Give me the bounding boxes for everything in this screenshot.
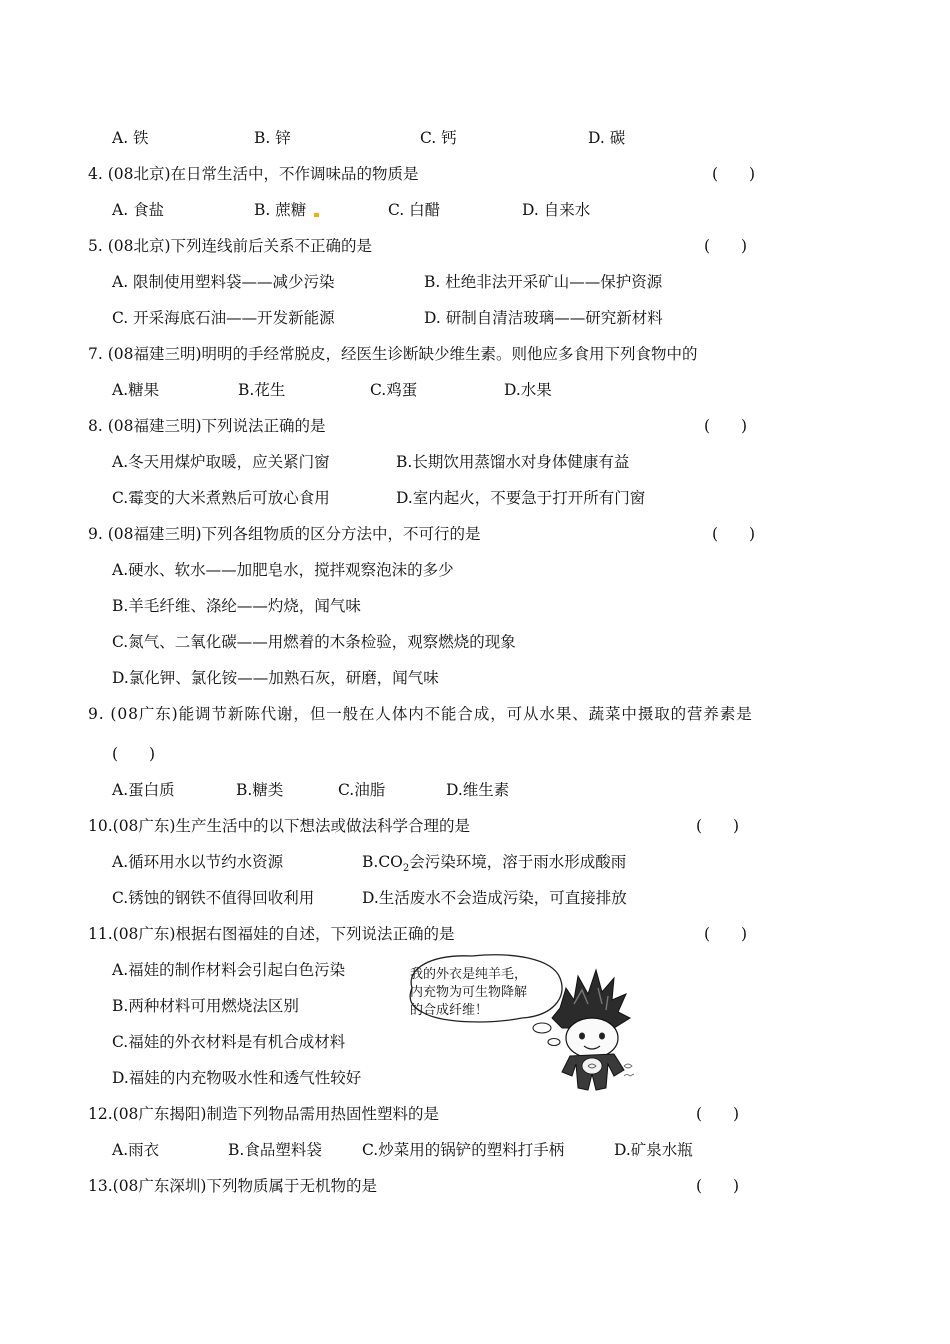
q9a-option-a: A.硬水、软水——加肥皂水，搅拌观察泡沫的多少: [112, 561, 454, 579]
q5-option-d: D. 研制自清洁玻璃——研究新材料: [424, 309, 663, 327]
q11-option-b: B.两种材料可用燃烧法区别: [112, 997, 299, 1015]
q10-option-a: A.循环用水以节约水资源: [112, 853, 284, 871]
q3-option-a: A. 铁: [112, 129, 149, 147]
q9b-option-d: D.维生素: [446, 781, 510, 799]
q12-stem: 12.(08广东揭阳)制造下列物品需用热固性塑料的是: [88, 1105, 439, 1123]
q4-option-d: D. 自来水: [522, 201, 591, 219]
q11-answer-paren: ( ): [704, 925, 748, 943]
q7-option-b: B.花生: [238, 381, 286, 399]
q3-option-c: C. 钙: [420, 129, 457, 147]
q8-option-b: B.长期饮用蒸馏水对身体健康有益: [396, 453, 630, 471]
q9b-stem: 9. (08广东)能调节新陈代谢，但一般在人体内不能合成，可从水果、蔬菜中摄取的营养素是: [88, 705, 753, 723]
q4-option-c: C. 白醋: [388, 201, 441, 219]
q4-stem: 4. (08北京)在日常生活中，不作调味品的物质是: [88, 165, 419, 183]
speech-bubble-line-3: 的合成纤维！: [410, 1003, 489, 1018]
q12-answer-paren: ( ): [696, 1105, 740, 1123]
q11-option-c: C.福娃的外衣材料是有机合成材料: [112, 1033, 346, 1051]
q9a-stem: 9. (08福建三明)下列各组物质的区分方法中，不可行的是: [88, 525, 481, 543]
q12-option-b: B.食品塑料袋: [228, 1141, 322, 1159]
q5-option-c: C. 开采海底石油——开发新能源: [112, 309, 335, 327]
q8-option-c: C.霉变的大米煮熟后可放心食用: [112, 489, 330, 507]
q11-option-a: A.福娃的制作材料会引起白色污染: [112, 961, 346, 979]
q10-option-d: D.生活废水不会造成污染，可直接排放: [362, 889, 627, 907]
q10-option-b: $B.CO_2$会污染环境，溶于雨水形成酸雨: [362, 853, 627, 875]
q7-option-c: C.鸡蛋: [370, 381, 418, 399]
q7-stem: 7. (08福建三明)明明的手经常脱皮，经医生诊断缺少维生素。则他应多食用下列食物中的: [88, 345, 698, 363]
q10-option-c: C.锈蚀的钢铁不值得回收利用: [112, 889, 315, 907]
q9b-option-a: A.蛋白质: [112, 781, 175, 799]
q10-stem: 10.(08广东)生产生活中的以下想法或做法科学合理的是: [88, 817, 470, 835]
q5-answer-paren: ( ): [704, 237, 748, 255]
q11-option-d: D.福娃的内充物吸水性和透气性较好: [112, 1069, 362, 1087]
q12-option-a: A.雨衣: [112, 1141, 160, 1159]
q3-option-d: D. 碳: [588, 129, 626, 147]
q8-stem: 8. (08福建三明)下列说法正确的是: [88, 417, 326, 435]
q11-stem: 11.(08广东)根据右图福娃的自述，下列说法正确的是: [88, 925, 455, 943]
q5-option-a: A. 限制使用塑料袋——减少污染: [112, 273, 335, 291]
q9a-option-b: B.羊毛纤维、涤纶——灼烧，闻气味: [112, 597, 361, 615]
q12-option-c: C.炒菜用的锅铲的塑料打手柄: [362, 1141, 565, 1159]
q8-option-d: D.室内起火，不要急于打开所有门窗: [396, 489, 646, 507]
q4-option-b: B. 蔗糖: [254, 200, 319, 220]
q8-answer-paren: ( ): [704, 417, 748, 435]
q10-answer-paren: ( ): [696, 817, 740, 835]
q9a-option-d: D.氯化钾、氯化铵——加熟石灰，研磨，闻气味: [112, 669, 439, 687]
stray-mark: [314, 213, 319, 217]
q8-option-a: A.冬天用煤炉取暖，应关紧门窗: [112, 453, 330, 471]
q9a-option-c: C.氮气、二氧化碳——用燃着的木条检验，观察燃烧的现象: [112, 633, 516, 651]
q5-stem: 5. (08北京)下列连线前后关系不正确的是: [88, 237, 373, 255]
q9b-option-b: B.糖类: [236, 781, 284, 799]
q12-option-d: D.矿泉水瓶: [614, 1141, 693, 1159]
q7-option-d: D.水果: [504, 381, 552, 399]
speech-bubble-line-1: 我的外衣是纯羊毛，: [410, 967, 528, 982]
q13-stem: 13.(08广东深圳)下列物质属于无机物的是: [88, 1177, 377, 1195]
speech-bubble-line-2: 内充物为可生物降解: [410, 985, 528, 1000]
q9b-option-c: C.油脂: [338, 781, 386, 799]
q9a-answer-paren: ( ): [712, 525, 756, 543]
q4-option-a: A. 食盐: [112, 201, 165, 219]
q7-option-a: A.糖果: [112, 381, 160, 399]
q4-answer-paren: ( ): [712, 165, 756, 183]
q13-answer-paren: ( ): [696, 1177, 740, 1195]
q9b-answer-paren: ( ): [112, 745, 156, 763]
q3-option-b: B. 锌: [254, 129, 291, 147]
fuwa-illustration: [402, 948, 640, 1102]
q5-option-b: B. 杜绝非法开采矿山——保护资源: [424, 273, 663, 291]
